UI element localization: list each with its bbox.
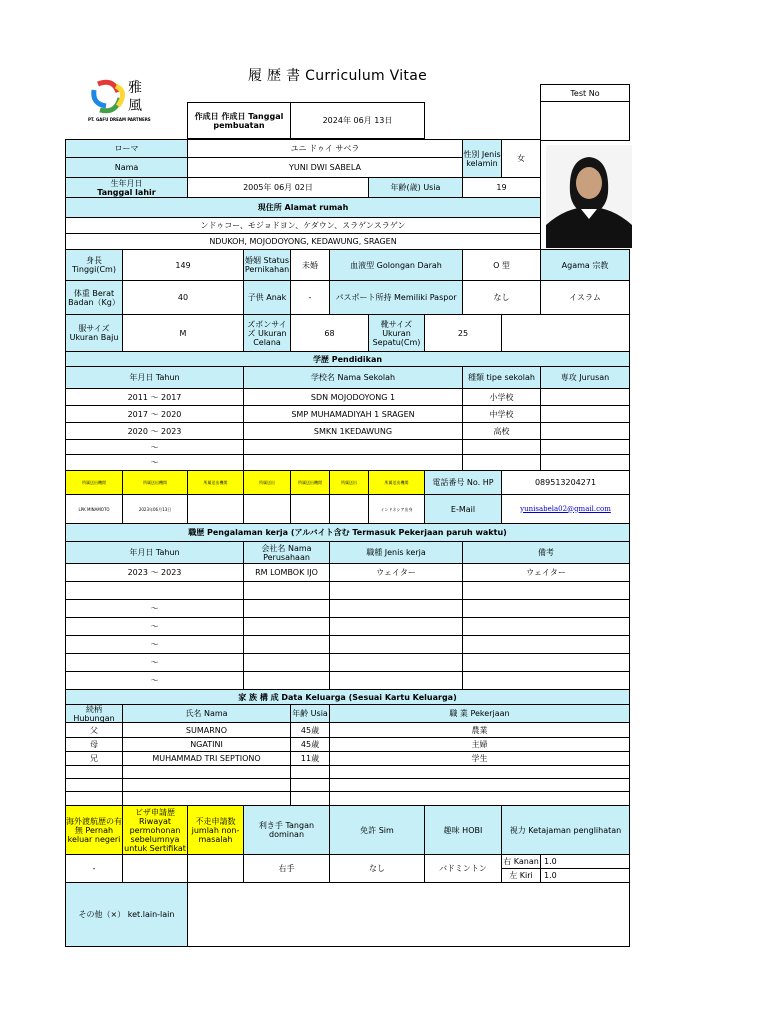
gender-label: 性別 Jenis kelamin bbox=[462, 139, 502, 178]
email-link[interactable]: yunisabela02@gmail.com bbox=[520, 504, 611, 513]
edu-type[interactable] bbox=[462, 454, 541, 471]
family-name[interactable] bbox=[122, 765, 291, 779]
birth-label bbox=[65, 177, 188, 198]
logo-kanji-2: 風 bbox=[128, 98, 142, 114]
work-company[interactable] bbox=[243, 617, 330, 636]
work-header-notes: 備考 bbox=[462, 541, 630, 564]
profile-photo bbox=[545, 144, 633, 249]
birth-value[interactable]: 2005年 06月 02日 bbox=[187, 177, 369, 198]
lpk-value[interactable]: インドネシア出身 bbox=[368, 494, 425, 524]
hobby-value[interactable]: バドミントン bbox=[424, 854, 502, 883]
children-label: 子供 Anak bbox=[243, 280, 291, 315]
marital-label: 婚姻 Status Pernikahan bbox=[243, 249, 291, 281]
edu-type[interactable] bbox=[462, 439, 541, 455]
work-year[interactable] bbox=[65, 581, 244, 600]
gender-value[interactable]: 女 bbox=[501, 139, 541, 178]
family-age[interactable]: 45歳 bbox=[290, 737, 330, 752]
edu-header-school: 学校名 Nama Sekolah bbox=[243, 366, 463, 389]
address-label: 現住所 Alamat rumah bbox=[65, 197, 541, 218]
pants-label: ズボンサイズ Ukuran Celana bbox=[243, 314, 291, 352]
work-year[interactable]: ～ bbox=[65, 599, 244, 618]
work-job[interactable] bbox=[329, 599, 463, 618]
nonmasalah-label: 不走申請数jumlah non-masalah bbox=[187, 805, 244, 855]
work-year[interactable]: ～ bbox=[65, 653, 244, 672]
family-relation[interactable] bbox=[65, 778, 123, 792]
lpk-label: 所属送出機関 bbox=[187, 470, 244, 495]
edu-header-major: 専攻 Jurusan bbox=[540, 366, 630, 389]
work-section-label: 職歴 Pengalaman kerja (アルバイト含む Termasuk Pekerjaan paruh waktu) bbox=[65, 523, 630, 542]
edu-school[interactable]: SDN MOJODOYONG 1 bbox=[243, 388, 463, 406]
vision-label: 視力 Ketajaman penglihatan bbox=[501, 805, 630, 855]
name-label: Nama bbox=[65, 157, 188, 178]
phone-label: 電話番号 No. HP bbox=[424, 470, 502, 495]
work-company[interactable]: RM LOMBOK IJO bbox=[243, 563, 330, 582]
edu-major[interactable] bbox=[540, 454, 630, 471]
edu-type[interactable]: 高校 bbox=[462, 422, 541, 440]
family-name[interactable]: MUHAMMAD TRI SEPTIONO bbox=[122, 751, 291, 766]
edu-school[interactable] bbox=[243, 454, 463, 471]
edu-year[interactable]: ～ bbox=[65, 454, 244, 471]
edu-school[interactable]: SMP MUHAMADIYAH 1 SRAGEN bbox=[243, 405, 463, 423]
edu-major[interactable] bbox=[540, 405, 630, 423]
family-job[interactable] bbox=[329, 791, 630, 806]
logo-kanji-1: 雅 bbox=[128, 80, 142, 96]
family-header-relation: 続柄 Hubungan bbox=[65, 704, 123, 723]
furigana-value[interactable]: ユニ ドゥイ サベラ bbox=[187, 139, 463, 158]
family-relation[interactable] bbox=[65, 765, 123, 779]
hand-value[interactable]: 右手 bbox=[243, 854, 330, 883]
size-blank bbox=[501, 314, 630, 352]
work-header-year: 年月日 Tahun bbox=[65, 541, 244, 564]
religion-value[interactable]: イスラム bbox=[540, 280, 630, 315]
family-header-name: 氏名 Nama bbox=[122, 704, 291, 723]
family-age[interactable] bbox=[290, 765, 330, 779]
age-value[interactable]: 19 bbox=[462, 177, 541, 198]
email-cell[interactable] bbox=[501, 494, 630, 524]
birth-label-jp: 生年月日 bbox=[110, 178, 143, 188]
family-name[interactable] bbox=[122, 791, 291, 806]
vision-right-value[interactable]: 1.0 bbox=[540, 854, 630, 869]
edu-year[interactable]: 2017 ～ 2020 bbox=[65, 405, 244, 423]
test-no-label: Test No bbox=[540, 84, 630, 102]
lpk-label: 所属送出 bbox=[243, 470, 291, 495]
lpk-label: 所属送出機関 bbox=[290, 470, 330, 495]
vision-right-label: 右 Kanan bbox=[501, 854, 541, 869]
edu-school[interactable]: SMKN 1KEDAWUNG bbox=[243, 422, 463, 440]
family-name[interactable]: NGATINI bbox=[122, 737, 291, 752]
passport-value[interactable]: なし bbox=[462, 280, 541, 315]
edu-type[interactable]: 中学校 bbox=[462, 405, 541, 423]
edu-year[interactable]: 2011 ～ 2017 bbox=[65, 388, 244, 406]
date-value[interactable]: 2024年 06月 13日 bbox=[290, 102, 425, 139]
page-title: 履 歴 書 Curriculum Vitae bbox=[248, 68, 428, 84]
work-year[interactable]: ～ bbox=[65, 635, 244, 654]
lpk-label: 所属送出機関 bbox=[65, 470, 123, 495]
furigana-label: ローマ bbox=[65, 139, 188, 158]
family-header-age: 年齢 Usia bbox=[290, 704, 330, 723]
vision-left-value[interactable]: 1.0 bbox=[540, 868, 630, 883]
family-job[interactable]: 学生 bbox=[329, 751, 630, 766]
family-name[interactable] bbox=[122, 778, 291, 792]
notes-label: その他（×） ket.lain-lain bbox=[65, 882, 188, 947]
work-company[interactable] bbox=[243, 581, 330, 600]
address-jp[interactable]: ンドゥコー、モジョドヨン、ケダウン、スラゲンスラゲン bbox=[65, 217, 541, 234]
lpk-value[interactable] bbox=[290, 494, 330, 524]
shoe-value[interactable]: 25 bbox=[424, 314, 502, 352]
vision-left-label: 左 Kiri bbox=[501, 868, 541, 883]
blood-label: 血液型 Golongan Darah bbox=[329, 249, 463, 281]
work-notes[interactable]: ウェイター bbox=[462, 563, 630, 582]
work-notes[interactable] bbox=[462, 581, 630, 600]
work-job[interactable] bbox=[329, 581, 463, 600]
marital-value[interactable]: 未婚 bbox=[290, 249, 330, 281]
edu-header-year: 年月日 Tahun bbox=[65, 366, 244, 389]
work-notes[interactable] bbox=[462, 599, 630, 618]
family-relation[interactable]: 父 bbox=[65, 722, 123, 738]
age-label: 年齢(歳) Usia bbox=[368, 177, 463, 198]
nonmasalah-value[interactable] bbox=[187, 854, 244, 883]
weight-value[interactable]: 40 bbox=[122, 280, 244, 315]
edu-major[interactable] bbox=[540, 388, 630, 406]
work-header-job: 職種 Jenis kerja bbox=[329, 541, 463, 564]
cert-label: ビザ申請歴 Riwayat permohonan sebelumnya untuk Sertifikat bbox=[122, 805, 188, 855]
family-job[interactable] bbox=[329, 778, 630, 792]
work-job[interactable] bbox=[329, 635, 463, 654]
blood-value[interactable]: O 型 bbox=[462, 249, 541, 281]
work-job[interactable]: ウェイター bbox=[329, 563, 463, 582]
work-job[interactable] bbox=[329, 671, 463, 690]
lpk-label: 所属送出機関 bbox=[368, 470, 425, 495]
education-section-label: 学歴 Pendidikan bbox=[65, 351, 630, 367]
edu-year[interactable]: 2020 ～ 2023 bbox=[65, 422, 244, 440]
work-job[interactable] bbox=[329, 617, 463, 636]
family-header-job: 職 業 Pekerjaan bbox=[329, 704, 630, 723]
family-job[interactable] bbox=[329, 765, 630, 779]
shoe-label: 靴サイズ Ukuran Sepatu(Cm) bbox=[368, 314, 425, 352]
religion-label: Agama 宗教 bbox=[540, 249, 630, 281]
family-job[interactable]: 農業 bbox=[329, 722, 630, 738]
children-value[interactable]: - bbox=[290, 280, 330, 315]
edu-major[interactable] bbox=[540, 439, 630, 455]
lpk-label: 所属送出 bbox=[329, 470, 369, 495]
sim-label: 免許 Sim bbox=[329, 805, 425, 855]
family-section-label: 家 族 構 成 Data Keluarga (Sesuai Kartu Keluarga) bbox=[65, 689, 630, 705]
family-relation[interactable]: 兄 bbox=[65, 751, 123, 766]
email-label: E-Mail bbox=[424, 494, 502, 524]
work-year[interactable]: ～ bbox=[65, 617, 244, 636]
lpk-value[interactable] bbox=[187, 494, 244, 524]
work-company[interactable] bbox=[243, 653, 330, 672]
work-year[interactable]: 2023 ～ 2023 bbox=[65, 563, 244, 582]
shirt-value[interactable]: M bbox=[122, 314, 244, 352]
lpk-value[interactable]: 2023年06月13日 bbox=[122, 494, 188, 524]
hobby-label: 趣味 HOBI bbox=[424, 805, 502, 855]
family-name[interactable]: SUMARNO bbox=[122, 722, 291, 738]
work-job[interactable] bbox=[329, 653, 463, 672]
family-age[interactable]: 45歳 bbox=[290, 722, 330, 738]
phone-value[interactable]: 089513204271 bbox=[501, 470, 630, 495]
abroad-label: 海外渡航歴の有無 Pernah keluar negeri bbox=[65, 805, 123, 855]
name-value[interactable]: YUNI DWI SABELA bbox=[187, 157, 463, 178]
test-no-value[interactable] bbox=[540, 101, 630, 141]
lpk-label: 所属送出機関 bbox=[122, 470, 188, 495]
lpk-value[interactable]: LPK MINAMOTO bbox=[65, 494, 123, 524]
date-label: 作成日 作成日 Tanggal pembuatan bbox=[187, 102, 291, 139]
family-relation[interactable] bbox=[65, 791, 123, 806]
family-age[interactable] bbox=[290, 778, 330, 792]
family-job[interactable]: 主婦 bbox=[329, 737, 630, 752]
height-value[interactable]: 149 bbox=[122, 249, 244, 281]
height-label: 身長 Tinggi(Cm) bbox=[65, 249, 123, 281]
lpk-value[interactable] bbox=[329, 494, 369, 524]
abroad-value[interactable]: - bbox=[65, 854, 123, 883]
work-company[interactable] bbox=[243, 599, 330, 618]
hand-label: 利き手 Tangan dominan bbox=[243, 805, 330, 855]
edu-school[interactable] bbox=[243, 439, 463, 455]
work-notes[interactable] bbox=[462, 653, 630, 672]
work-year[interactable]: ～ bbox=[65, 671, 244, 690]
birth-label-id: Tanggal lahir bbox=[97, 187, 156, 197]
notes-value[interactable] bbox=[187, 882, 630, 947]
sim-value[interactable]: なし bbox=[329, 854, 425, 883]
work-company[interactable] bbox=[243, 671, 330, 690]
lpk-value[interactable] bbox=[243, 494, 291, 524]
address-value[interactable]: NDUKOH, MOJODOYONG, KEDAWUNG, SRAGEN bbox=[65, 233, 541, 250]
logo-caption: PT. GAFU DREAM PARTNERS bbox=[88, 117, 151, 122]
family-age[interactable] bbox=[290, 791, 330, 806]
weight-label: 体重 Berat Badan（Kg） bbox=[65, 280, 123, 315]
edu-major[interactable] bbox=[540, 422, 630, 440]
family-relation[interactable]: 母 bbox=[65, 737, 123, 752]
shirt-label: 服サイズ Ukuran Baju bbox=[65, 314, 123, 352]
work-header-company: 会社名 Nama Perusahaan bbox=[243, 541, 330, 564]
passport-label: パスポート所持 Memiliki Paspor bbox=[329, 280, 463, 315]
work-company[interactable] bbox=[243, 635, 330, 654]
edu-header-type: 種類 tipe sekolah bbox=[462, 366, 541, 389]
family-age[interactable]: 11歳 bbox=[290, 751, 330, 766]
work-notes[interactable] bbox=[462, 635, 630, 654]
edu-type[interactable]: 小学校 bbox=[462, 388, 541, 406]
work-notes[interactable] bbox=[462, 671, 630, 690]
pants-value[interactable]: 68 bbox=[290, 314, 369, 352]
work-notes[interactable] bbox=[462, 617, 630, 636]
cert-value[interactable] bbox=[122, 854, 188, 883]
edu-year[interactable]: ～ bbox=[65, 439, 244, 455]
